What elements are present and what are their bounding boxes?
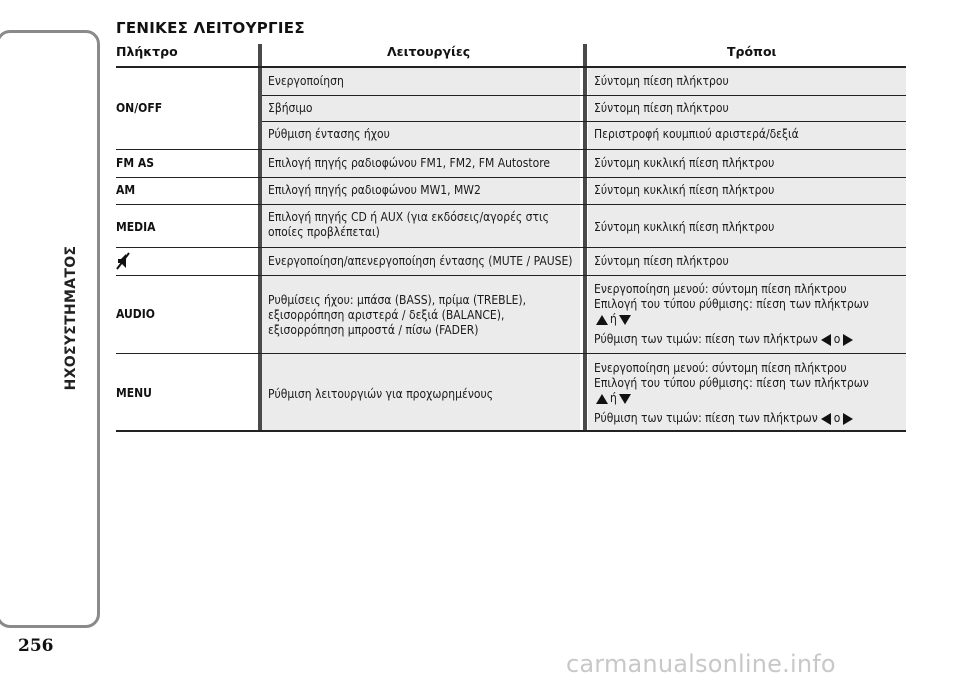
function-cell: Ρυθμίσεις ήχου: μπάσα (BASS), πρίμα (TREBLE), [268,293,527,307]
table-bottom-rule [116,430,906,432]
header-rule [116,66,906,68]
left-arrow-icon [821,334,831,346]
function-cell: Ρύθμιση έντασης ήχου [268,127,390,141]
right-arrow-icon [843,413,853,425]
function-cell: οποίες προβλέπεται) [268,225,380,239]
updown-keys: ή [596,312,631,327]
column-separator [258,44,262,432]
function-cell: Ρύθμιση λειτουργιών για προχωρημένους [268,387,494,401]
chapter-tab [0,30,100,628]
function-cell: Επιλογή πηγής ραδιοφώνου FM1, FM2, FM Autostore [268,156,551,170]
function-cell: Επιλογή πηγής ραδιοφώνου MW1, MW2 [268,183,481,197]
function-cell: Επιλογή πηγής CD ή AUX (για εκδόσεις/αγορές στις [268,210,550,224]
mode-cell: Περιστροφή κουμπιού αριστερά/δεξιά [594,127,799,141]
row-divider [116,177,906,178]
mode-cell: Σύντομη πίεση πλήκτρου [594,254,729,268]
up-arrow-icon [596,315,608,325]
header-key: Πλήκτρο [116,44,178,59]
row-divider [262,121,906,122]
function-cell: εξισορρόπηση αριστερά / δεξιά (BALANCE), [268,308,505,322]
mode-cell: Επιλογή του τύπου ρύθμισης: πίεση των πλήκτρων [594,297,869,311]
row-divider [116,353,906,354]
mode-cell: Σύντομη κυκλική πίεση πλήκτρου [594,156,775,170]
key-menu: MENU [116,386,152,400]
key-onoff: ON/OFF [116,101,163,115]
function-cell: Ενεργοποίηση/απενεργοποίηση έντασης (MUTE / PAUSE) [268,254,573,268]
row-divider [116,149,906,150]
mode-cell: Επιλογή του τύπου ρύθμισης: πίεση των πλήκτρων [594,376,869,390]
section-title: ΓΕΝΙΚΕΣ ΛΕΙΤΟΥΡΓΙΕΣ [116,19,305,37]
row-divider [116,204,906,205]
mode-cell: Ρύθμιση των τιμών: πίεση των πλήκτρων ο [594,411,853,426]
mode-cell: Σύντομη πίεση πλήκτρου [594,74,729,88]
mode-cell: Σύντομη κυκλική πίεση πλήκτρου [594,183,775,197]
key-am: AM [116,183,136,197]
mode-cell: Σύντομη πίεση πλήκτρου [594,101,729,115]
key-audio: AUDIO [116,307,155,321]
up-arrow-icon [596,394,608,404]
updown-keys: ή [596,391,631,406]
header-mode: Τρόποι [727,44,777,59]
row-divider [116,247,906,248]
page-number: 256 [18,636,54,656]
row-divider [262,95,906,96]
mute-speaker-icon [116,252,130,270]
left-arrow-icon [821,413,831,425]
mode-cell: Σύντομη κυκλική πίεση πλήκτρου [594,220,775,234]
right-arrow-icon [843,334,853,346]
down-arrow-icon [619,315,631,325]
column-separator [583,44,587,432]
function-cell: εξισορρόπηση μπροστά / πίσω (FADER) [268,323,479,337]
watermark: carmanualsonline.info [566,650,836,678]
key-fmas: FM AS [116,156,155,170]
mode-cell: Ρύθμιση των τιμών: πίεση των πλήκτρων ο [594,332,853,347]
key-media: MEDIA [116,220,156,234]
mode-cell: Ενεργοποίηση μενού: σύντομη πίεση πλήκτρου [594,282,847,296]
header-function: Λειτουργίες [387,44,471,59]
function-cell: Σβήσιμο [268,101,313,115]
function-cell: Ενεργοποίηση [268,74,344,88]
chapter-label: ΗΧΟΣΥΣΤΗΜΑΤΟΣ [63,245,79,391]
down-arrow-icon [619,394,631,404]
function-column-bg [262,68,580,432]
row-divider [116,275,906,276]
mode-cell: Ενεργοποίηση μενού: σύντομη πίεση πλήκτρου [594,361,847,375]
